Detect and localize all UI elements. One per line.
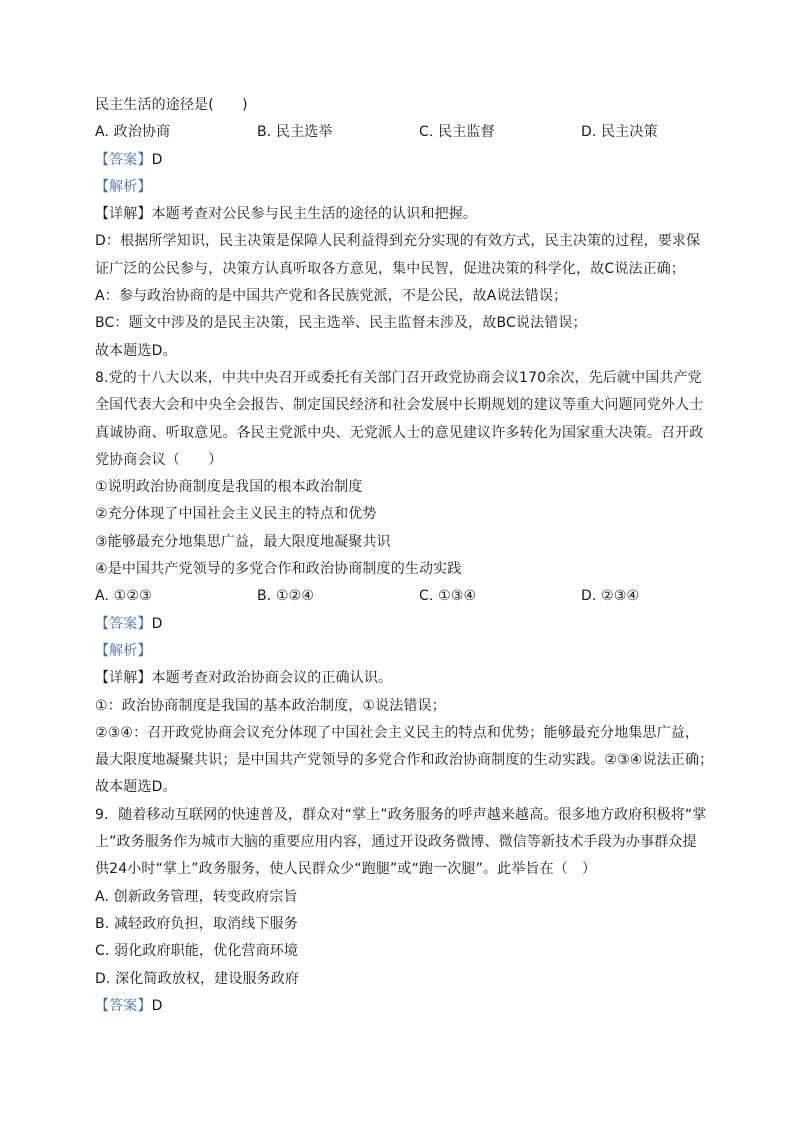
answer-tag: 【答案】: [95, 615, 152, 632]
q7-option-d: D. 民主决策: [581, 124, 658, 141]
answer-value: D: [151, 151, 163, 168]
q7-detail-line: 故本题选D。: [95, 342, 177, 359]
q9-answer: [95, 993, 705, 1020]
q8-statement: ④是中国共产党领导的多党合作和政治协商制度的生动实践: [95, 561, 462, 578]
q7-option-c: C. 民主监督: [419, 124, 495, 141]
q8-stem-line: 真诚协商、听取意见。各民主党派中央、无党派人士的意见建议许多转化为国家重大决策。召开政: [95, 424, 704, 441]
q8-option-c: C. ①③④: [419, 588, 477, 605]
q7-answer: [95, 147, 705, 174]
q7-option-b: B. 民主选举: [257, 124, 333, 141]
q7-detail-line: [95, 201, 705, 228]
q8-detail-line: ①：政治协商制度是我国的基本政治制度，①说法错误；: [95, 697, 446, 714]
q8-option-a: A. ①②③: [95, 588, 152, 605]
q8-analysis: [95, 638, 705, 665]
q8-detail-line: 最大限度地凝聚共识；是中国共产党领导的多党合作和政治协商制度的生动实践。②③④说法正确；: [95, 752, 714, 769]
q8-detail-line: ②③④：召开政党协商会议充分体现了中国社会主义民主的特点和优势；能够最充分地集思广益，: [95, 724, 700, 741]
q7-options: [95, 119, 705, 146]
q9-stem-line: 供24小时“掌上”政务服务，使人民群众少“跑腿”或“跑一次腿”。此举旨在（ ）: [95, 861, 597, 878]
q9-option-c: C. 弱化政府职能，优化营商环境: [95, 943, 299, 960]
q8-stem-line: 党协商会议（ ）: [95, 451, 223, 468]
q8-option-b: B. ①②④: [257, 588, 315, 605]
answer-value: D: [151, 615, 163, 632]
q8-detail-line: [95, 665, 705, 692]
q9-option-d: D. 深化简政放权，建设服务政府: [95, 970, 300, 987]
q7-detail-line: 证广泛的公民参与，决策方认真听取各方意见，集中民智，促进决策的科学化，故C说法正确；: [95, 260, 686, 277]
q9-option-a: A. 创新政务管理，转变政府宗旨: [95, 888, 298, 905]
q9-stem-line: 9．随着移动互联网的快速普及，群众对“掌上”政务服务的呼声越来越高。很多地方政府积极将“掌: [95, 806, 707, 823]
answer-value: D: [151, 997, 163, 1014]
answer-tag: 【答案】: [95, 151, 152, 168]
analysis-tag: 【解析】: [95, 642, 152, 659]
q7-detail-line: D：根据所学知识，民主决策是保障人民利益得到充分实现的有效方式，民主决策的过程，要求保: [95, 233, 701, 250]
document-page: [95, 92, 714, 1020]
q7-stem-tail: 民主生活的途径是( ): [95, 97, 248, 113]
detail-text: 本题考查对公民参与民主生活的途径的认识和把握。: [151, 206, 478, 223]
q8-options: [95, 583, 705, 610]
q8-option-d: D. ②③④: [581, 588, 640, 605]
q8-detail-line: 故本题选D。: [95, 779, 177, 796]
q8-stem-line: 8.党的十八大以来，中共中央召开或委托有关部门召开政党协商会议170余次，先后就中国共产党: [95, 369, 702, 386]
analysis-tag: 【解析】: [95, 178, 152, 195]
answer-tag: 【答案】: [95, 997, 152, 1014]
q8-statement: ①说明政治协商制度是我国的根本政治制度: [95, 479, 363, 496]
detail-tag: 【详解】: [95, 206, 152, 223]
q8-answer: [95, 611, 705, 638]
q7-detail-line: A：参与政治协商的是中国共产党和各民族党派，不是公民，故A说法错误；: [95, 288, 568, 305]
q7-analysis: [95, 174, 705, 201]
detail-text: 本题考查对政治协商会议的正确认识。: [151, 670, 393, 687]
detail-tag: 【详解】: [95, 670, 152, 687]
q8-statement: ③能够最充分地集思广益，最大限度地凝聚共识: [95, 533, 391, 550]
q7-option-a: A. 政治协商: [95, 124, 171, 141]
q9-option-b: B. 减轻政府负担，取消线下服务: [95, 915, 298, 932]
q8-statement: ②充分体现了中国社会主义民主的特点和优势: [95, 506, 377, 523]
q8-stem-line: 全国代表大会和中央全会报告、制定国民经济和社会发展中长期规划的建议等重大问题同党外人士: [95, 397, 704, 414]
q9-stem-line: 上”政务服务作为城市大脑的重要应用内容，通过开设政务微博、微信等新技术手段为办事群众提: [95, 834, 697, 851]
q7-detail-line: BC：题文中涉及的是民主决策，民主选举、民主监督未涉及，故BC说法错误；: [95, 315, 587, 332]
